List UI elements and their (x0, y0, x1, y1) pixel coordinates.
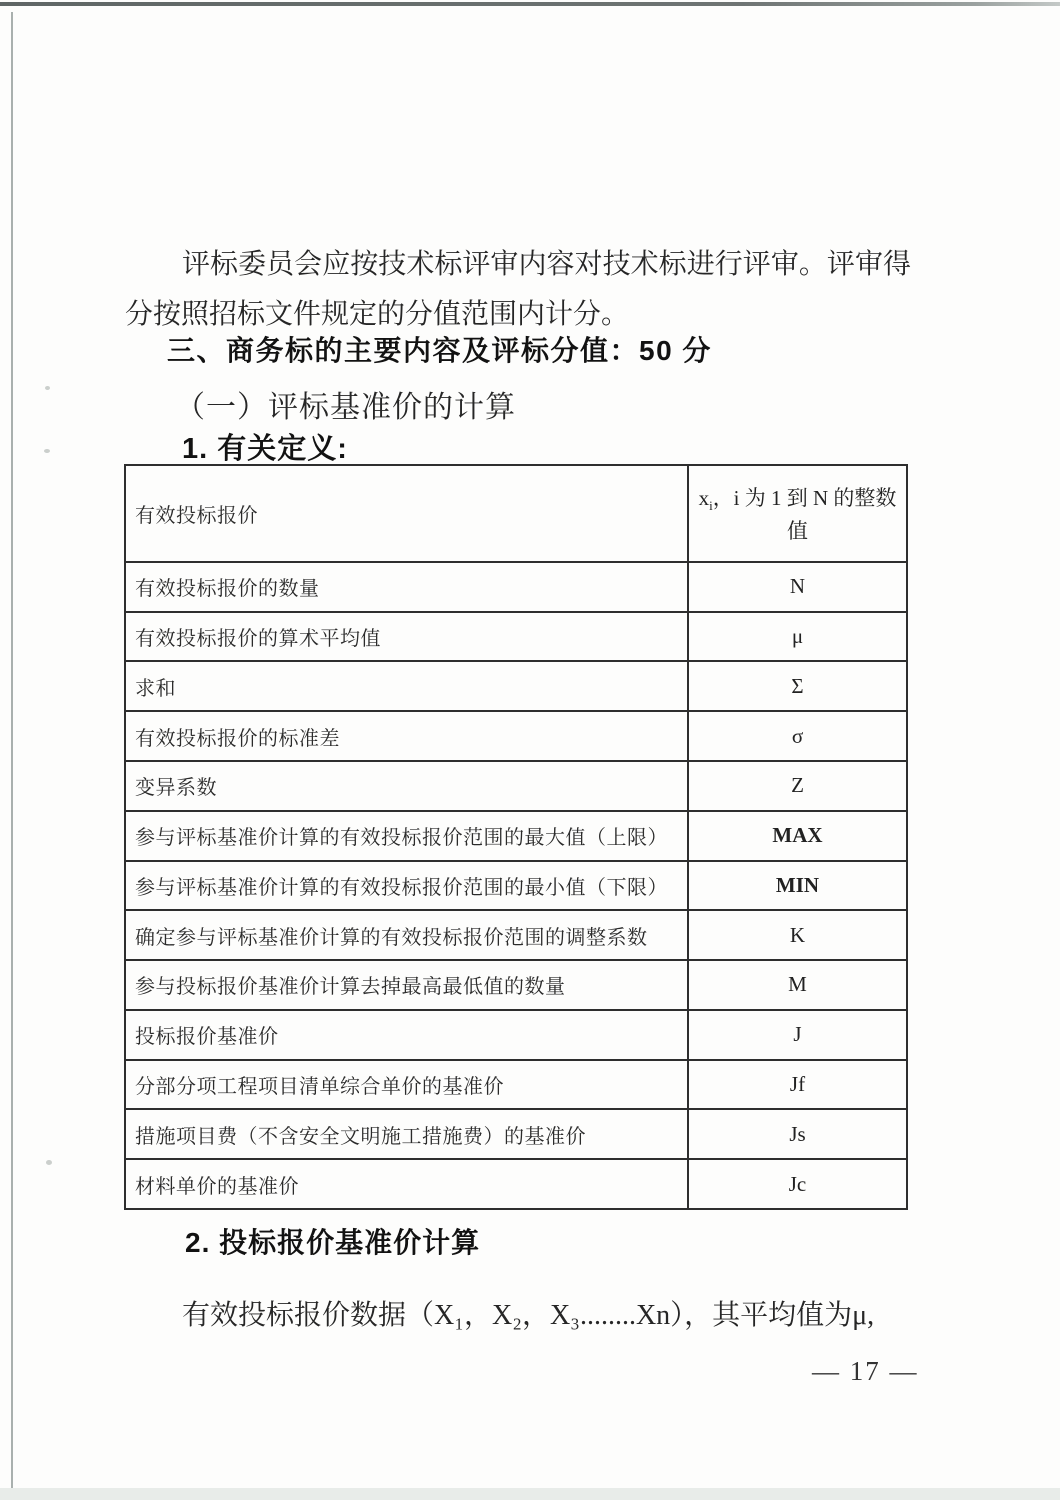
section-heading-commercial-bid: 三、商务标的主要内容及评标分值：50 分 (167, 335, 712, 366)
table-row (125, 960, 907, 1010)
paragraph-bid-data: 有效投标报价数据（X₁，X₂，X₃........Xn），其平均值为μ, (182, 1300, 875, 1331)
definition-label-cell: 求和 (125, 661, 688, 711)
definition-symbol-cell: Jc (688, 1159, 907, 1209)
definition-symbol-cell: K (688, 910, 907, 960)
definition-label-cell: 参与评标基准价计算的有效投标报价范围的最大值（上限） (125, 811, 688, 861)
definitions-table-body (125, 465, 907, 1209)
definition-symbol-cell: N (688, 562, 907, 612)
definition-label-cell: 参与评标基准价计算的有效投标报价范围的最小值（下限） (125, 861, 688, 911)
scan-edge-bottom (0, 1488, 1060, 1500)
definition-label-cell: 有效投标报价的算术平均值 (125, 612, 688, 662)
scan-edge-left (11, 12, 13, 1496)
calc-heading: 2. 投标报价基准价计算 (185, 1227, 481, 1258)
table-row (125, 861, 907, 911)
table-row (125, 562, 907, 612)
definition-label-cell: 分部分项工程项目清单综合单价的基准价 (125, 1060, 688, 1110)
scan-speck (45, 386, 50, 390)
definitions-heading: 1. 有关定义: (182, 433, 348, 465)
definition-symbol-cell: σ (688, 711, 907, 761)
table-row (125, 1060, 907, 1110)
definition-label-cell: 投标报价基准价 (125, 1010, 688, 1060)
table-row (125, 910, 907, 960)
definition-label-cell: 变异系数 (125, 761, 688, 811)
definition-symbol-cell: M (688, 960, 907, 1010)
table-row (125, 761, 907, 811)
definition-symbol-cell: Jf (688, 1060, 907, 1110)
subsection-heading-benchmark-price: （一）评标基准价的计算 (175, 391, 516, 424)
definition-symbol-cell: Z (688, 761, 907, 811)
definition-symbol-cell: J (688, 1010, 907, 1060)
definition-label-cell: 有效投标报价的数量 (125, 562, 688, 612)
definition-label-cell: 有效投标报价 (125, 465, 688, 562)
table-row (125, 465, 907, 562)
definition-symbol-cell: Σ (688, 661, 907, 711)
paragraph-technical-review: 评标委员会应按技术标评审内容对技术标进行评审。评审得分按照招标文件规定的分值范围内计分。 (125, 249, 911, 330)
scan-edge-top (0, 2, 1060, 6)
table-row (125, 1159, 907, 1209)
table-row (125, 1109, 907, 1159)
definition-symbol-cell: μ (688, 612, 907, 662)
definition-label-cell: 确定参与评标基准价计算的有效投标报价范围的调整系数 (125, 910, 688, 960)
page-number: — 17 — (812, 1356, 919, 1386)
table-row (125, 1010, 907, 1060)
definition-label-cell: 有效投标报价的标准差 (125, 711, 688, 761)
definition-symbol-cell: MAX (688, 811, 907, 861)
table-row (125, 711, 907, 761)
table-row (125, 661, 907, 711)
definition-label-cell: 参与投标报价基准价计算去掉最高最低值的数量 (125, 960, 688, 1010)
definition-label-cell: 措施项目费（不含安全文明施工措施费）的基准价 (125, 1109, 688, 1159)
table-row (125, 612, 907, 662)
definition-symbol-cell: Js (688, 1109, 907, 1159)
scan-speck (44, 449, 50, 453)
definition-symbol-cell: MIN (688, 861, 907, 911)
table-row (125, 811, 907, 861)
definition-label-cell: 材料单价的基准价 (125, 1159, 688, 1209)
scan-speck (46, 1160, 52, 1165)
definition-symbol-cell: $x_i$，i 为 1 到 N 的整数值 (688, 465, 907, 562)
definitions-table (124, 464, 908, 1210)
